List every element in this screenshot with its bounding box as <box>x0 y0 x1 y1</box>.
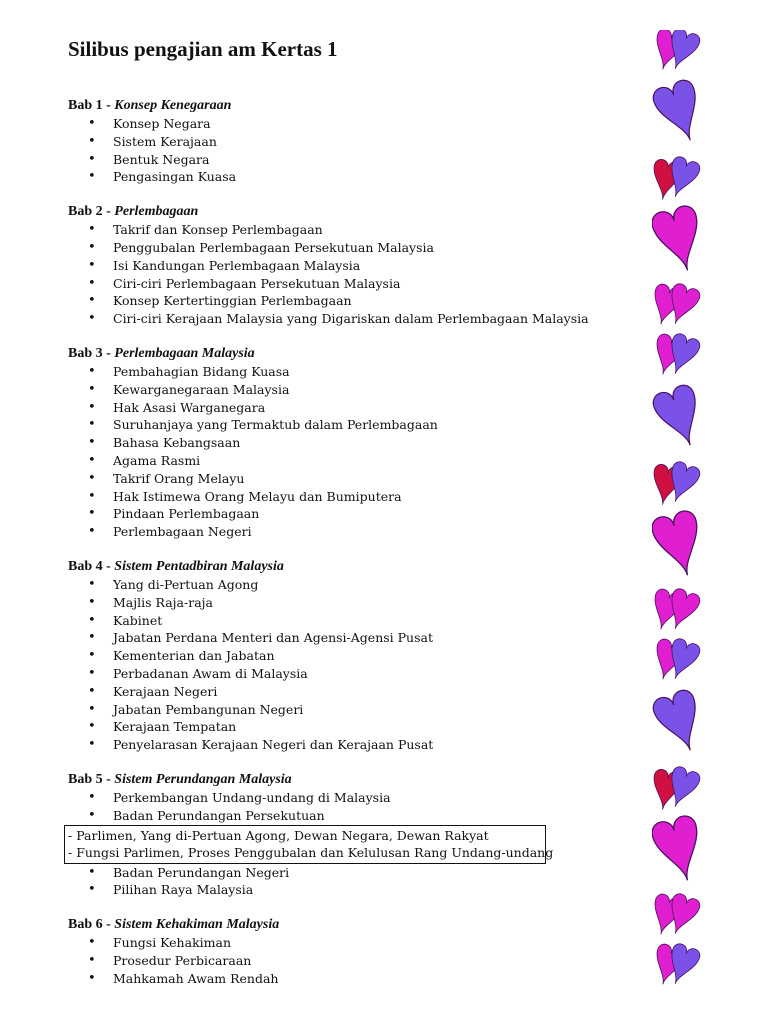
chapter-heading <box>68 771 648 789</box>
chapter-prefix: Bab 3 - <box>68 345 111 361</box>
chapter-topic-list <box>68 115 648 186</box>
heart-icon <box>652 382 710 452</box>
list-item: • Agama Rasmi <box>68 452 648 470</box>
chapter-name: Perlembagaan <box>114 204 199 220</box>
chapter-heading <box>68 97 648 115</box>
list-item: • Mahkamah Awam Rendah <box>68 970 648 988</box>
list-item: • Kabinet <box>68 612 648 630</box>
boxed-subtopic-line: - Fungsi Parlimen, Proses Penggubalan dan Kelulusan Rang Undang-undang <box>68 845 554 860</box>
chapter-prefix: Bab 2 - <box>68 204 111 220</box>
list-item: • Badan Perundangan Negeri <box>68 864 648 882</box>
heart-icon <box>652 813 709 886</box>
list-item: • Yang di-Pertuan Agong <box>68 576 648 594</box>
syllabus-document <box>68 36 648 1004</box>
chapter-prefix: Bab 1 - <box>68 98 111 113</box>
list-item: • Bentuk Negara <box>68 151 648 169</box>
chapter-heading <box>68 558 648 576</box>
list-item: • Suruhanjaya yang Termaktub dalam Perlembagaan <box>68 416 648 434</box>
list-item: • Sistem Kerajaan <box>68 133 648 151</box>
chapter-name: Perlembagaan Malaysia <box>114 345 255 361</box>
list-item: • Penggubalan Perlembagaan Persekutuan Malaysia <box>68 239 648 257</box>
list-item: • Penyelarasan Kerajaan Negeri dan Kerajaan Pusat <box>68 736 648 754</box>
chapter-topic-list <box>68 576 648 754</box>
chapter-name: Sistem Kehakiman Malaysia <box>114 917 280 933</box>
list-item: • Konsep Kertertinggian Perlembagaan <box>68 292 648 310</box>
chapter-topic-list <box>68 934 648 987</box>
list-item: • Jabatan Perdana Menteri dan Agensi-Agensi Pusat <box>68 629 648 647</box>
list-item: • Takrif dan Konsep Perlembagaan <box>68 221 648 239</box>
list-item: • Hak Istimewa Orang Melayu dan Bumiputera <box>68 488 648 506</box>
boxed-subtopics <box>64 825 554 864</box>
list-item: • Kerajaan Tempatan <box>68 718 648 736</box>
list-item: • Pembahagian Bidang Kuasa <box>68 363 648 381</box>
list-item: • Pindaan Perlembagaan <box>68 505 648 523</box>
chapter-topic-list <box>68 864 648 900</box>
heart-icon <box>652 508 709 581</box>
list-item: • Prosedur Perbicaraan <box>68 952 648 970</box>
list-item: • Badan Perundangan Persekutuan <box>68 807 648 825</box>
chapter-topic-list <box>68 221 648 328</box>
list-item: • Ciri-ciri Kerajaan Malaysia yang Digariskan dalam Perlembagaan Malaysia <box>68 310 648 328</box>
list-item: • Isi Kandungan Perlembagaan Malaysia <box>68 257 648 275</box>
list-item: • Fungsi Kehakiman <box>68 934 648 952</box>
list-item: • Takrif Orang Melayu <box>68 470 648 488</box>
chapter-topic-list <box>68 789 648 825</box>
chapter-prefix: Bab 4 - <box>68 558 111 574</box>
list-item: • Pengasingan Kuasa <box>68 168 648 186</box>
list-item: • Kerajaan Negeri <box>68 683 648 701</box>
chapter-name: Konsep Kenegaraan <box>114 98 232 113</box>
list-item: • Perbadanan Awam di Malaysia <box>68 665 648 683</box>
list-item: • Hak Asasi Warganegara <box>68 399 648 417</box>
chapter-heading <box>68 345 648 363</box>
chapter-prefix: Bab 5 - <box>68 771 111 787</box>
list-item: • Pilihan Raya Malaysia <box>68 881 648 899</box>
chapter-topic-list <box>68 363 648 541</box>
list-item: • Kementerian dan Jabatan <box>68 647 648 665</box>
heart-icon <box>652 77 710 147</box>
list-item: • Konsep Negara <box>68 115 648 133</box>
list-item: • Kewarganegaraan Malaysia <box>68 381 648 399</box>
list-item: • Majlis Raja-raja <box>68 594 648 612</box>
chapter-name: Sistem Pentadbiran Malaysia <box>114 558 284 574</box>
chapter-prefix: Bab 6 - <box>68 917 111 933</box>
list-item: • Jabatan Pembangunan Negeri <box>68 701 648 719</box>
list-item: • Bahasa Kebangsaan <box>68 434 648 452</box>
list-item: • Perlembagaan Negeri <box>68 523 648 541</box>
page-title: Silibus pengajian am Kertas 1 <box>68 37 338 61</box>
chapter-heading <box>68 916 648 934</box>
list-item: • Ciri-ciri Perlembagaan Persekutuan Malaysia <box>68 275 648 293</box>
chapter-name: Sistem Perundangan Malaysia <box>114 771 292 787</box>
chapter-heading <box>68 203 648 221</box>
list-item: • Perkembangan Undang-undang di Malaysia <box>68 789 648 807</box>
heart-icon <box>652 203 709 276</box>
hearts-border-decoration <box>652 30 712 1020</box>
boxed-subtopic-line: - Parlimen, Yang di-Pertuan Agong, Dewan Negara, Dewan Rakyat <box>68 827 489 843</box>
heart-icon <box>652 687 710 757</box>
